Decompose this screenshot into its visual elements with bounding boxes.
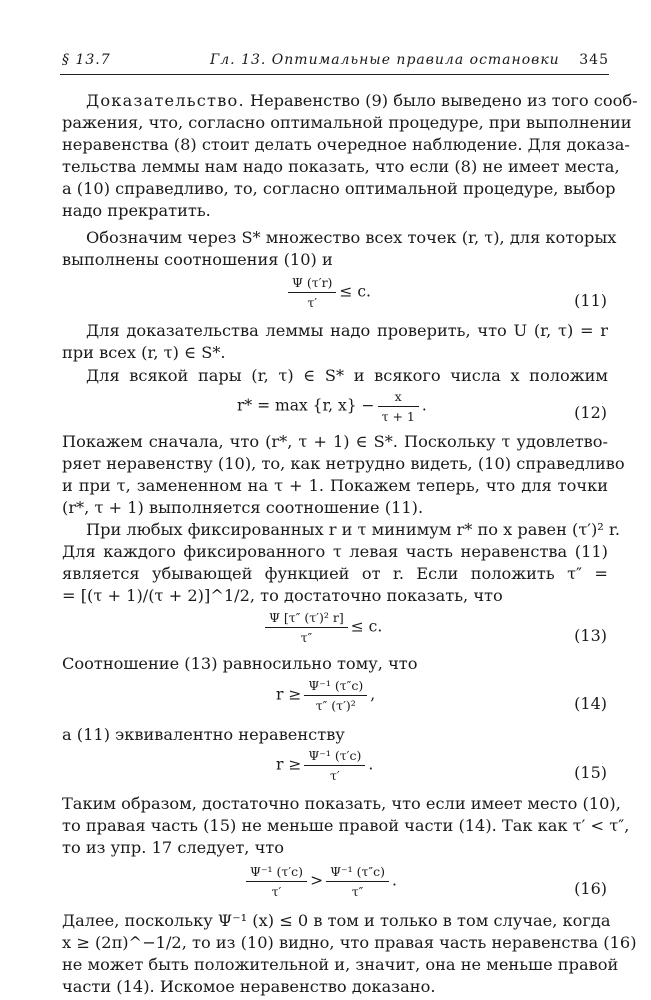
formula-numerator: Ψ⁻¹ (τ′c) — [250, 864, 304, 879]
equation-label: (13) — [574, 626, 607, 645]
text-line: то из упр. 17 следует, что — [62, 838, 284, 857]
formula-lhs: r ≥ — [276, 755, 302, 774]
text-line: Покажем сначала, что (r*, τ + 1) ∈ S*. Поскольку τ удовлетво- — [62, 432, 608, 451]
formula-lhs: r ≥ — [276, 685, 302, 704]
section-number: § 13.7 — [62, 52, 111, 68]
formula-denominator: τ″ (τ′)² — [304, 695, 367, 713]
equation-label: (16) — [574, 879, 607, 898]
formula-lhs: r* = max {r, x} − — [237, 396, 375, 415]
text-line: ражения, что, согласно оптимальной процедуре, при выполнении — [62, 113, 632, 132]
formula-relation: ≤ c. — [350, 617, 383, 636]
formula-11 — [285, 275, 371, 310]
text-line: тельства леммы нам надо показать, что если (8) не имеет места, — [62, 157, 620, 176]
text-line: Для доказательства леммы надо проверить, что U (r, τ) = r — [86, 321, 608, 340]
equation-label: (11) — [574, 291, 607, 310]
text-line: Для каждого фиксированного τ левая часть неравенства (11) — [62, 542, 608, 561]
formula-denominator: τ″ — [326, 881, 389, 899]
formula-12 — [237, 389, 427, 424]
text-line: выполнены соотношения (10) и — [62, 250, 333, 269]
formula-denominator: τ′ — [304, 765, 365, 783]
formula-numerator: Ψ [τ″ (τ′)² r] — [269, 610, 344, 625]
formula-15 — [276, 748, 373, 783]
formula-tail: , — [370, 685, 376, 704]
formula-14 — [276, 678, 375, 713]
text-line: Обозначим через S* множество всех точек (r, τ), для которых — [86, 228, 617, 247]
text-line: части (14). Искомое неравенство доказано. — [62, 977, 436, 996]
text-line: не может быть положительной и, значит, она не меньше правой — [62, 955, 619, 974]
formula-denominator: τ″ — [265, 627, 348, 645]
formula-denominator: τ + 1 — [378, 406, 419, 424]
formula-13 — [262, 610, 382, 645]
formula-numerator: Ψ⁻¹ (τ″c) — [308, 678, 364, 693]
formula-tail: . — [421, 396, 427, 415]
formula-numerator: Ψ (τ′r) — [292, 275, 333, 290]
equation-label: (14) — [574, 694, 607, 713]
text-line: Для всякой пары (r, τ) ∈ S* и всякого числа x положим — [86, 366, 608, 385]
text-line: (r*, τ + 1) выполняется соотношение (11). — [62, 498, 424, 517]
text-line: = [(τ + 1)/(τ + 2)]^1/2, то достаточно показать, что — [62, 586, 503, 605]
text-line: x ≥ (2π)^−1/2, то из (10) видно, что правая часть неравенства (16) — [62, 933, 637, 952]
text-line: то правая часть (15) не меньше правой части (14). Так как τ′ < τ″, — [62, 816, 630, 835]
text-line: ряет неравенству (10), то, как нетрудно видеть, (10) справедливо — [62, 454, 625, 473]
formula-denominator: τ′ — [288, 292, 336, 310]
text-line: при всех (r, τ) ∈ S*. — [62, 343, 226, 362]
text-line: и при τ, замененном на τ + 1. Покажем теперь, что для точки — [62, 476, 608, 495]
formula-numerator: Ψ⁻¹ (τ″c) — [330, 864, 385, 879]
formula-relation: ≤ c. — [339, 282, 371, 301]
chapter-title: Гл. 13. Оптимальные правила остановки — [210, 52, 560, 68]
text-line: Далее, поскольку Ψ⁻¹ (x) ≤ 0 в том и только в том случае, когда — [62, 911, 611, 930]
text-line: а (11) эквивалентно неравенству — [62, 725, 345, 744]
running-header — [60, 50, 609, 75]
text-line: Доказательство. Неравенство (9) было выведено из того сооб- — [86, 91, 638, 110]
formula-tail: . — [391, 871, 397, 890]
formula-tail: . — [368, 755, 374, 774]
text-line: неравенства (8) стоит делать очередное наблюдение. Для доказа- — [62, 135, 630, 154]
text-line: Таким образом, достаточно показать, что если имеет место (10), — [62, 794, 621, 813]
formula-denominator: τ′ — [246, 881, 307, 899]
formula-16 — [243, 864, 397, 899]
page-number: 345 — [579, 52, 609, 68]
text-line: является убывающей функцией от r. Если положить τ″ = — [62, 564, 608, 583]
formula-relation: > — [310, 871, 324, 890]
formula-numerator: Ψ⁻¹ (τ′c) — [308, 748, 362, 763]
equation-label: (15) — [574, 763, 607, 782]
text-line: При любых фиксированных r и τ минимум r* по x равен (τ′)² r. — [86, 520, 621, 539]
formula-numerator: x — [394, 389, 402, 404]
text-line: Соотношение (13) равносильно тому, что — [62, 654, 418, 673]
text-line: надо прекратить. — [62, 201, 211, 220]
text-line: а (10) справедливо, то, согласно оптимальной процедуре, выбор — [62, 179, 616, 198]
equation-label: (12) — [574, 403, 607, 422]
